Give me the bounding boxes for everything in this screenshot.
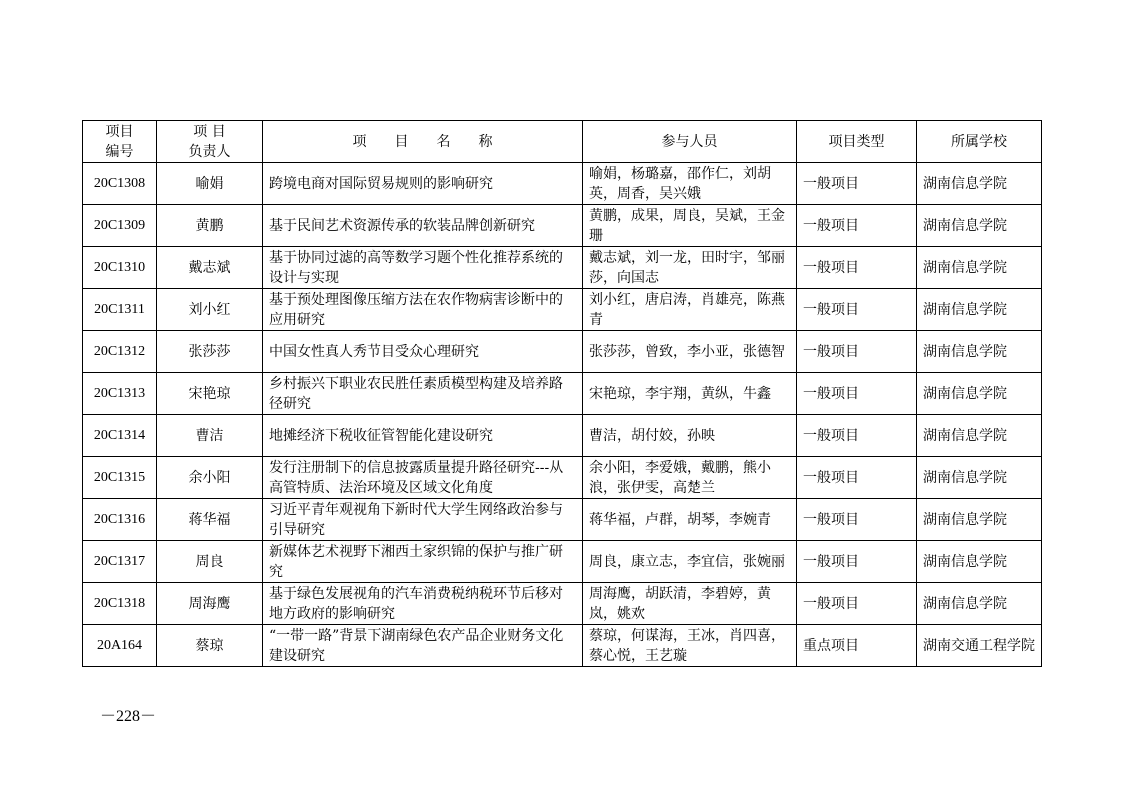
cell-school: 湖南交通工程学院 (917, 625, 1042, 667)
cell-leader: 宋艳琼 (157, 373, 263, 415)
table-row (83, 499, 1042, 541)
cell-project-name: 发行注册制下的信息披露质量提升路径研究---从高管特质、法治环境及区域文化角度 (263, 457, 583, 499)
cell-leader: 黄鹏 (157, 205, 263, 247)
cell-project-name: 新媒体艺术视野下湘西土家织锦的保护与推广研究 (263, 541, 583, 583)
cell-project-type: 一般项目 (797, 289, 917, 331)
table-row (83, 247, 1042, 289)
cell-code: 20C1313 (83, 373, 157, 415)
cell-project-type: 一般项目 (797, 163, 917, 205)
cell-project-type: 一般项目 (797, 373, 917, 415)
table-row (83, 373, 1042, 415)
cell-project-type: 一般项目 (797, 331, 917, 373)
table-row (83, 625, 1042, 667)
cell-school: 湖南信息学院 (917, 205, 1042, 247)
cell-members: 宋艳琼，李宇翔，黄纵，牛鑫 (583, 373, 797, 415)
table-row (83, 163, 1042, 205)
table-header-row (83, 121, 1042, 163)
cell-project-name: 跨境电商对国际贸易规则的影响研究 (263, 163, 583, 205)
header-name: 项 目 名 称 (263, 121, 583, 163)
cell-school: 湖南信息学院 (917, 289, 1042, 331)
cell-code: 20C1315 (83, 457, 157, 499)
cell-project-type: 一般项目 (797, 457, 917, 499)
project-table (82, 120, 1042, 667)
cell-code: 20C1317 (83, 541, 157, 583)
cell-school: 湖南信息学院 (917, 457, 1042, 499)
cell-members: 周良，康立志，李宜信，张婉丽 (583, 541, 797, 583)
cell-project-name: 基于预处理图像压缩方法在农作物病害诊断中的应用研究 (263, 289, 583, 331)
cell-leader: 周海鹰 (157, 583, 263, 625)
table-row (83, 583, 1042, 625)
cell-project-type: 一般项目 (797, 583, 917, 625)
table-row (83, 415, 1042, 457)
cell-project-type: 一般项目 (797, 205, 917, 247)
table-row (83, 541, 1042, 583)
cell-code: 20C1311 (83, 289, 157, 331)
table-row (83, 205, 1042, 247)
cell-leader: 喻娟 (157, 163, 263, 205)
cell-project-name: 基于协同过滤的高等数学习题个性化推荐系统的设计与实现 (263, 247, 583, 289)
cell-code: 20C1309 (83, 205, 157, 247)
cell-school: 湖南信息学院 (917, 373, 1042, 415)
cell-project-name: “一带一路”背景下湖南绿色农产品企业财务文化建设研究 (263, 625, 583, 667)
cell-project-type: 一般项目 (797, 499, 917, 541)
cell-code: 20C1316 (83, 499, 157, 541)
table-row (83, 457, 1042, 499)
cell-school: 湖南信息学院 (917, 247, 1042, 289)
cell-members: 张莎莎，曾致，李小亚，张德智 (583, 331, 797, 373)
header-members: 参与人员 (583, 121, 797, 163)
cell-code: 20C1314 (83, 415, 157, 457)
cell-members: 蒋华福，卢群，胡琴，李婉青 (583, 499, 797, 541)
cell-members: 曹洁，胡付姣，孙映 (583, 415, 797, 457)
cell-project-name: 地摊经济下税收征管智能化建设研究 (263, 415, 583, 457)
table-row (83, 289, 1042, 331)
cell-code: 20C1318 (83, 583, 157, 625)
cell-members: 喻娟，杨璐嘉，邵作仁，刘胡英，周香，吴兴娥 (583, 163, 797, 205)
cell-project-name: 乡村振兴下职业农民胜任素质模型构建及培养路径研究 (263, 373, 583, 415)
header-school: 所属学校 (917, 121, 1042, 163)
cell-school: 湖南信息学院 (917, 583, 1042, 625)
cell-school: 湖南信息学院 (917, 499, 1042, 541)
cell-project-type: 一般项目 (797, 247, 917, 289)
cell-members: 余小阳，李爱娥，戴鹏，熊小浪，张伊雯，高楚兰 (583, 457, 797, 499)
cell-leader: 蒋华福 (157, 499, 263, 541)
cell-project-name: 基于民间艺术资源传承的软装品牌创新研究 (263, 205, 583, 247)
cell-project-name: 习近平青年观视角下新时代大学生网络政治参与引导研究 (263, 499, 583, 541)
cell-leader: 戴志斌 (157, 247, 263, 289)
cell-members: 蔡琼，何谋海，王冰，肖四喜，蔡心悦，王艺璇 (583, 625, 797, 667)
cell-school: 湖南信息学院 (917, 163, 1042, 205)
cell-code: 20C1310 (83, 247, 157, 289)
cell-members: 周海鹰，胡跃清，李碧婷，黄岚，姚欢 (583, 583, 797, 625)
cell-leader: 刘小红 (157, 289, 263, 331)
header-code: 项目 编号 (83, 121, 157, 163)
cell-project-type: 一般项目 (797, 541, 917, 583)
cell-leader: 曹洁 (157, 415, 263, 457)
cell-school: 湖南信息学院 (917, 541, 1042, 583)
cell-school: 湖南信息学院 (917, 331, 1042, 373)
header-type: 项目类型 (797, 121, 917, 163)
cell-leader: 周良 (157, 541, 263, 583)
cell-members: 戴志斌，刘一龙，田时宇，邹丽莎，向国志 (583, 247, 797, 289)
cell-leader: 余小阳 (157, 457, 263, 499)
cell-project-name: 基于绿色发展视角的汽车消费税纳税环节后移对地方政府的影响研究 (263, 583, 583, 625)
cell-project-name: 中国女性真人秀节目受众心理研究 (263, 331, 583, 373)
cell-school: 湖南信息学院 (917, 415, 1042, 457)
cell-code: 20C1312 (83, 331, 157, 373)
cell-code: 20A164 (83, 625, 157, 667)
cell-code: 20C1308 (83, 163, 157, 205)
header-leader: 项 目 负责人 (157, 121, 263, 163)
page-number: －228－ (100, 708, 157, 725)
cell-project-type: 一般项目 (797, 415, 917, 457)
cell-members: 黄鹏，成果，周良，吴斌，王金珊 (583, 205, 797, 247)
cell-project-type: 重点项目 (797, 625, 917, 667)
cell-leader: 蔡琼 (157, 625, 263, 667)
table-row (83, 331, 1042, 373)
cell-members: 刘小红，唐启涛，肖雄亮，陈燕青 (583, 289, 797, 331)
cell-leader: 张莎莎 (157, 331, 263, 373)
